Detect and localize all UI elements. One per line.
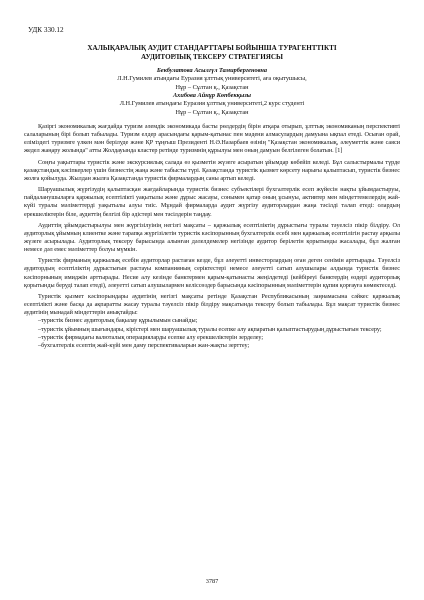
title-line: АУДИТОРЛЫҚ ТЕКСЕРУ СТРАТЕГИЯСЫ (141, 52, 283, 61)
article-body (24, 123, 400, 350)
author-location: Нұр – Сұлтан қ., Қазақстан (175, 83, 249, 91)
article-title (24, 44, 400, 61)
paragraph: Аудиттің ұйымдастырылуы мен жүргізілуінің негізгі мақсаты – қаржылық есептіліктің дұрыстығы туралы тәуелсіз пікір білдіру. Ол аудиторлық ұйымның клиентке және тарапқа жүргізілетін туристік кәсіпорынның бухгалтерлік есебі мен қаржылық есептілігін растау арқылы жүзеге асырылады. Аудиторлық тексеру барысында алынған дәлелдемелер негізінде аудитор берілетін қорытынды жасалады, бұл жалған немесе дәл емес мәліметтер болуы мүмкін. (24, 222, 400, 254)
paragraph: Шаруашылық жүргізудің қалыптасқан жағдайларында туристік бизнес субъектілері бухгалтерлік есеп жүйесін нақты ұйымдастыруы, пайдаланушыларға қаржылық есептілікті уақытылы және дұрыс жасауы, сонымен қатар оның ұсынуы, активтер мен міндеттемелердің жай-күйі туралы мәліметтерді уақытылы алуы тиіс. Мұндай фирмаларда аудит жүргізу аудиторлардан жаңа тәсілді талап етеді: олардың ерекшеліктерін біле, аудиттің белгілі бір әдістері мен тәсілдерін таңдау. (24, 187, 400, 218)
author-1 (24, 67, 400, 92)
list-item: –туристік фирмадағы валюталық операцияларды есепке алу ерекшеліктерін зерделеу; (38, 334, 264, 341)
paragraph: Туристік қызмет кәсіпорындары аудитінің негізгі мақсаты ретінде Қазақстан Республикасының заңнамасына сәйкес қаржылық есептілікті және басқа да ақпаратты жасау туралы тәуелсіз пікір білдіру мақсатында тексеру болып табылады. Бұл мақсат туристік бизнес аудитінің мынадай міндеттерін анықтайды: (24, 293, 400, 317)
paragraph: Туристік фирманың қаржылық есебін аудиторлар растаған кезде, бұл әлеуетті инвесторлардың оған деген сенімін арттырады. Тәуелсіз аудитордың есептіліктің дұрыстығын растауы компанияның серіктестері немесе әлеуетті сатып алушылары алдында туристік бизнес кәсіпорнының имиджін арттырады. Несие алу кезінде банктермен қарым-қатынасты жеңілдетеді (кейбіреуі банктердің өздері аудиторлық қорытынды беруді талап етеді), әлеуетті сатып алушылармен келіссөздер барысында кәсіпорынның мәліметтерін құпия қорғауға көмектеседі. (24, 258, 400, 289)
list-item: –бухгалтерлік есептің жай-күйі мен даму перспективаларын жан-жақты зерттеу; (38, 342, 250, 349)
title-line: ХАЛЫҚАРАЛЫҚ АУДИТ СТАНДАРТТАРЫ БОЙЫНША ТУРАГЕНТТІКТІ (87, 44, 337, 52)
paragraph: Қазіргі экономикалық жағдайда туризм әлемдік экономикада басты рөлдердің бірін атқара отырып, ұлттық экономиканың перспективті салаларының бірі болып табылады. Туризм елдер арасындағы қарым-қатынас пен мәдени алмасулардың дамуына ықпал етеді. Осыған орай, еліміздегі туризмге үлкен мән берілуде және ҚР тұңғыш Президенті Н.Ә.Назарбаев өзінің "Қазақстан экономикалық, әлеуметтік және саяси жедел жаңару жолында" атты Жолдауында кластер ретінде туризмнің құрылуы мен оның дамуын белгілеген болатын. [1] (24, 123, 400, 155)
author-block (24, 67, 400, 117)
author-name: Ахибова Айнұр Көпбекқызы (172, 92, 252, 100)
page-number: 3787 (205, 578, 219, 585)
author-location: Нұр – Сұлтан қ., Қазақстан (175, 108, 249, 116)
author-name: Бекбулатова Асылгүл Тамирбергеновна (156, 67, 268, 75)
author-affiliation: Л.Н.Гумилев атындағы Еуразия ұлттық университеті,2 курс студенті (119, 100, 305, 108)
list-item: –туристік бизнес аудиторлық бақылау құрылымын сынайды; (38, 318, 198, 325)
udk-code: УДК 330.12 (28, 26, 64, 34)
list-item: –туристік ұйымның шығындары, кірістері мен шаруашылық туралы есепке алу ақпаратын қалыптастырудың дұрыстығын тексеру; (38, 326, 382, 333)
author-2 (24, 92, 400, 117)
paragraph: Соңғы уақыттары туристік және экскурсиялық салада өз қызметін жүзеге асыратын ұйымдар көбейіп келеді. Бұл салыстырмалы түрде қазақстандық кәсіпкерлер үшін бизнестің жаңа және табысты түрі. Қазақстанда туристік қызмет көрсету нарығы қалыптасып, туристік бизнес жолға қойылуда. Жылдан жылға Қазақстанда туристік фирмалардың саны артып келеді. (24, 159, 400, 182)
author-affiliation: Л.Н.Гумилев атындағы Еуразия ұлттық университеті, аға оқытушысы, (117, 75, 307, 83)
